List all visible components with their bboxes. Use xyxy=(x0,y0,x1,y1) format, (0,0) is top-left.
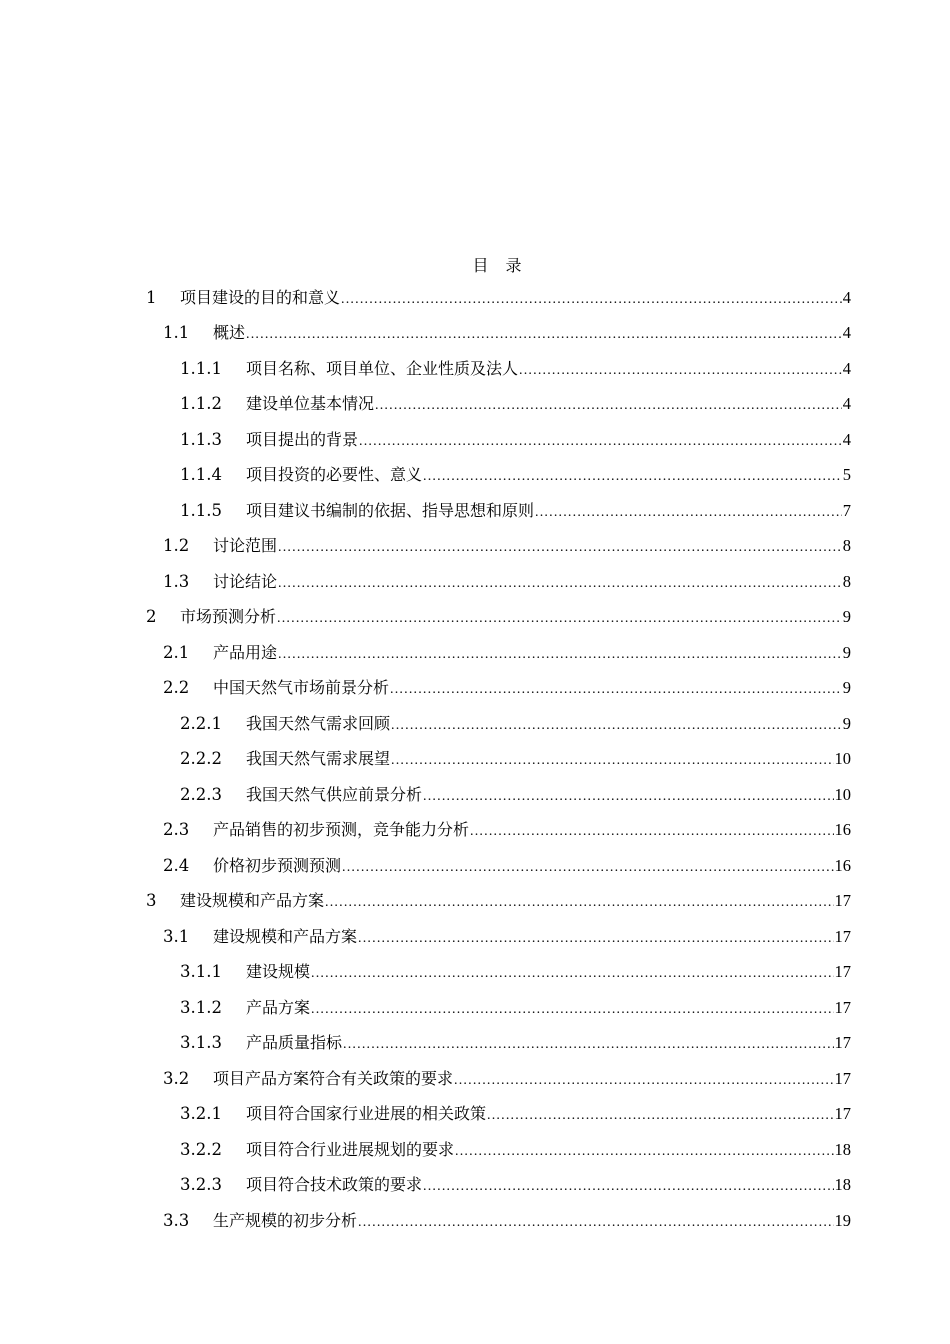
toc-entry-number: 2.4 xyxy=(163,855,190,875)
toc-dot-leader xyxy=(325,893,833,913)
toc-entry-page-number: 17 xyxy=(834,962,851,982)
toc-entry-number: 1.3 xyxy=(163,571,190,591)
toc-entry-number: 3.1.1 xyxy=(180,962,222,982)
toc-dot-leader xyxy=(358,1213,833,1233)
toc-entry-page-number: 8 xyxy=(842,571,851,591)
toc-entry-title: 建设规模和产品方案 xyxy=(180,891,325,911)
toc-entry[interactable] xyxy=(163,564,851,600)
toc-dot-leader xyxy=(470,822,833,842)
toc-dot-leader xyxy=(311,964,833,984)
toc-entry-number: 1.1.4 xyxy=(180,465,222,485)
toc-entry[interactable] xyxy=(163,316,851,352)
toc-entry[interactable] xyxy=(180,493,851,529)
toc-entry-number: 1.1.2 xyxy=(180,394,222,414)
toc-entry-number: 3.1 xyxy=(163,926,190,946)
toc-entry-page-number: 19 xyxy=(834,1210,851,1230)
toc-entry-title: 建设规模和产品方案 xyxy=(213,926,358,946)
toc-entry-page-number: 17 xyxy=(834,891,851,911)
toc-entry-title: 概述 xyxy=(213,323,246,343)
toc-entry-title: 我国天然气需求展望 xyxy=(246,749,391,769)
toc-entry-title: 项目建设的目的和意义 xyxy=(180,287,341,307)
toc-entry-title: 建设规模 xyxy=(246,962,311,982)
toc-entry-page-number: 7 xyxy=(842,500,851,520)
toc-entry-number: 3.2.1 xyxy=(180,1104,222,1124)
toc-entry[interactable] xyxy=(180,742,851,778)
toc-entry-page-number: 9 xyxy=(842,642,851,662)
toc-entry-page-number: 16 xyxy=(834,855,851,875)
toc-entry-number: 3.1.2 xyxy=(180,997,222,1017)
toc-entry-page-number: 18 xyxy=(834,1175,851,1195)
toc-entry-page-number: 10 xyxy=(834,749,851,769)
toc-entry[interactable] xyxy=(146,600,851,636)
toc-entry[interactable] xyxy=(180,955,851,991)
toc-entry-page-number: 17 xyxy=(834,1068,851,1088)
toc-entry-page-number: 4 xyxy=(842,358,851,378)
toc-entry-page-number: 9 xyxy=(842,678,851,698)
toc-entry-number: 2.1 xyxy=(163,642,190,662)
toc-entry-page-number: 9 xyxy=(842,713,851,733)
toc-entry[interactable] xyxy=(163,848,851,884)
toc-dot-leader xyxy=(278,574,842,594)
toc-entry-page-number: 18 xyxy=(834,1139,851,1159)
toc-entry-title: 项目建议书编制的依据、指导思想和原则 xyxy=(246,500,535,520)
toc-entry-page-number: 9 xyxy=(842,607,851,627)
toc-entry-title: 产品用途 xyxy=(213,642,278,662)
toc-entry-number: 1.2 xyxy=(163,536,190,556)
toc-entry-number: 2.3 xyxy=(163,820,190,840)
toc-dot-leader xyxy=(311,1000,833,1020)
toc-entry-number: 3 xyxy=(146,891,157,911)
toc-dot-leader xyxy=(359,432,842,452)
toc-entry-page-number: 17 xyxy=(834,1033,851,1053)
toc-entry-number: 1.1.3 xyxy=(180,429,222,449)
toc-entry-number: 2.2.1 xyxy=(180,713,222,733)
toc-entry-number: 3.1.3 xyxy=(180,1033,222,1053)
toc-entry-number: 1.1.1 xyxy=(180,358,222,378)
toc-entry[interactable] xyxy=(180,1097,851,1133)
toc-entry-title: 项目符合行业进展规划的要求 xyxy=(246,1139,455,1159)
toc-dot-leader xyxy=(390,680,842,700)
toc-entry-title: 项目符合国家行业进展的相关政策 xyxy=(246,1104,487,1124)
toc-entry-number: 1.1.5 xyxy=(180,500,222,520)
toc-entry-page-number: 4 xyxy=(842,394,851,414)
toc-dot-leader xyxy=(246,325,842,345)
toc-dot-leader xyxy=(423,467,842,487)
toc-entry-number: 3.2 xyxy=(163,1068,190,1088)
toc-entry-number: 3.3 xyxy=(163,1210,190,1230)
toc-entry-title: 中国天然气市场前景分析 xyxy=(213,678,390,698)
toc-entry-number: 2.2 xyxy=(163,678,190,698)
toc-entry-title: 市场预测分析 xyxy=(180,607,277,627)
toc-entry[interactable] xyxy=(146,884,851,920)
toc-entry-title: 产品质量指标 xyxy=(246,1033,343,1053)
toc-entry[interactable] xyxy=(180,387,851,423)
toc-entry-number: 1.1 xyxy=(163,323,190,343)
toc-entry-title: 项目产品方案符合有关政策的要求 xyxy=(213,1068,454,1088)
toc-entry[interactable] xyxy=(180,777,851,813)
toc-dot-leader xyxy=(278,538,842,558)
toc-entry-page-number: 4 xyxy=(842,323,851,343)
toc-dot-leader xyxy=(535,503,842,523)
toc-dot-leader xyxy=(487,1106,833,1126)
toc-dot-leader xyxy=(391,751,833,771)
toc-entry-title: 项目提出的背景 xyxy=(246,429,359,449)
toc-entry-number: 2.2.3 xyxy=(180,784,222,804)
toc-entry-title: 生产规模的初步分析 xyxy=(213,1210,358,1230)
toc-dot-leader xyxy=(358,929,833,949)
toc-dot-leader xyxy=(277,609,842,629)
toc-entry[interactable] xyxy=(163,1203,851,1239)
toc-title: 目 录 xyxy=(472,256,528,275)
toc-entry-number: 2 xyxy=(146,607,157,627)
toc-entry[interactable] xyxy=(180,706,851,742)
toc-entry-number: 2.2.2 xyxy=(180,749,222,769)
toc-entry[interactable] xyxy=(163,1061,851,1097)
toc-entry-page-number: 16 xyxy=(834,820,851,840)
toc-entry-title: 产品销售的初步预测，竞争能力分析 xyxy=(213,820,470,840)
toc-dot-leader xyxy=(375,396,842,416)
toc-dot-leader xyxy=(278,645,842,665)
toc-entry-number: 1 xyxy=(146,287,157,307)
toc-entry[interactable] xyxy=(180,1132,851,1168)
toc-dot-leader xyxy=(343,1035,833,1055)
toc-entry[interactable] xyxy=(180,990,851,1026)
toc-entry-page-number: 17 xyxy=(834,926,851,946)
toc-entry-title: 讨论结论 xyxy=(213,571,278,591)
toc-dot-leader xyxy=(519,361,842,381)
toc-entry-page-number: 5 xyxy=(842,465,851,485)
toc-entry-page-number: 17 xyxy=(834,1104,851,1124)
toc-entry-page-number: 10 xyxy=(834,784,851,804)
toc-dot-leader xyxy=(342,858,833,878)
toc-entry[interactable] xyxy=(163,813,851,849)
toc-entry[interactable] xyxy=(146,280,851,316)
toc-dot-leader xyxy=(423,1177,833,1197)
toc-dot-leader xyxy=(455,1142,833,1162)
toc-entry[interactable] xyxy=(180,351,851,387)
toc-entry-title: 项目符合技术政策的要求 xyxy=(246,1175,423,1195)
toc-entry-page-number: 8 xyxy=(842,536,851,556)
toc-entry-title: 项目投资的必要性、意义 xyxy=(246,465,423,485)
toc-entry-title: 讨论范围 xyxy=(213,536,278,556)
toc-entry[interactable] xyxy=(180,458,851,494)
toc-entry-title: 价格初步预测预测 xyxy=(213,855,342,875)
toc-entry-page-number: 4 xyxy=(842,429,851,449)
toc-entry[interactable] xyxy=(163,529,851,565)
toc-entry-number: 3.2.2 xyxy=(180,1139,222,1159)
toc-entry-title: 项目名称、项目单位、企业性质及法人 xyxy=(246,358,519,378)
toc-dot-leader xyxy=(454,1071,833,1091)
toc-entry[interactable] xyxy=(163,919,851,955)
toc-dot-leader xyxy=(423,787,833,807)
toc-entry-title: 建设单位基本情况 xyxy=(246,394,375,414)
toc-dot-leader xyxy=(341,290,842,310)
toc-entry-page-number: 17 xyxy=(834,997,851,1017)
toc-dot-leader xyxy=(391,716,842,736)
toc-entry-title: 我国天然气供应前景分析 xyxy=(246,784,423,804)
toc-entry[interactable] xyxy=(180,422,851,458)
toc-entry-title: 我国天然气需求回顾 xyxy=(246,713,391,733)
toc-entry-page-number: 4 xyxy=(842,287,851,307)
toc-entry[interactable] xyxy=(163,671,851,707)
toc-entry-number: 3.2.3 xyxy=(180,1175,222,1195)
toc-entry[interactable] xyxy=(180,1168,851,1204)
toc-entry-title: 产品方案 xyxy=(246,997,311,1017)
toc-entry[interactable] xyxy=(163,635,851,671)
toc-entry[interactable] xyxy=(180,1026,851,1062)
